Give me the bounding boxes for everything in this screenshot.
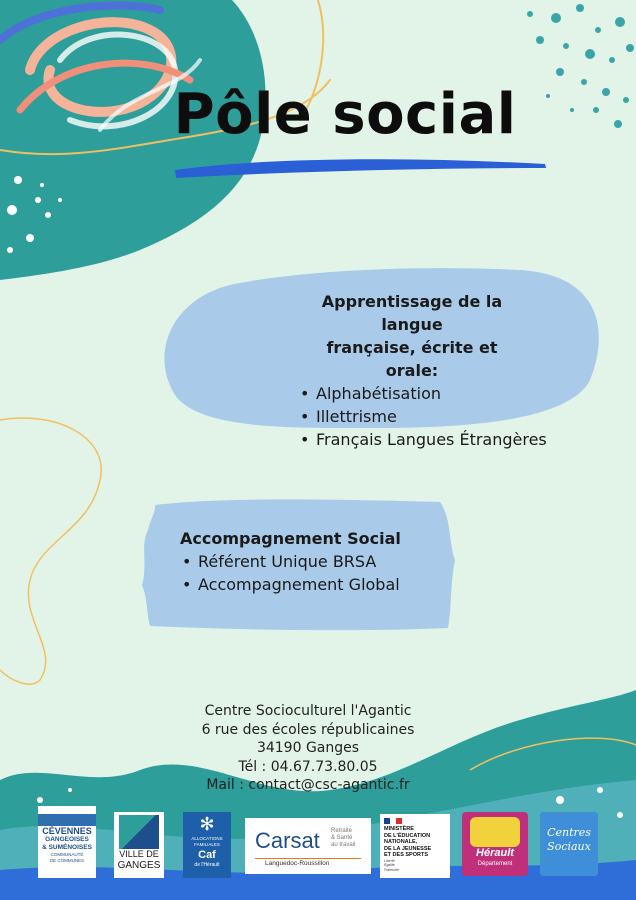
logo-text: Hérault: [476, 847, 514, 859]
logo-text: ALLOCATIONS: [191, 836, 223, 841]
logo-text: de l'Hérault: [194, 862, 220, 868]
logo-text: Centres: [547, 826, 591, 839]
logo-ville-de-ganges: [114, 812, 164, 878]
logo-text: COMMUNAUTÉ: [50, 852, 84, 857]
logo-centres-sociaux: [540, 812, 598, 876]
carsat-divider: [255, 858, 361, 859]
section2-list: [170, 550, 450, 596]
caf-snowflake-icon: ✻: [199, 814, 215, 834]
logo-carsat: [245, 818, 371, 874]
logo-text: GANGES: [117, 860, 161, 871]
section2-heading: Accompagnement Social: [180, 529, 401, 548]
logo-text: DE COMMUNES: [49, 858, 85, 863]
list-item: • Alphabétisation: [316, 382, 618, 405]
list-item: • Français Langues Étrangères: [316, 428, 618, 451]
yellow-curve-left: [0, 418, 101, 684]
contact-street: 6 rue des écoles républicaines: [201, 721, 415, 738]
logo-text: MINISTÈRE: [384, 826, 414, 832]
herault-emblem-icon: [470, 817, 520, 847]
logo-text: GANGEOISES: [45, 836, 89, 843]
logo-text: & SUMÉNOISES: [42, 844, 92, 851]
cevennes-mountain-icon: [38, 806, 96, 826]
logo-text: ET DES SPORTS: [384, 852, 429, 858]
logo-herault: [462, 812, 528, 876]
contact-city: 34190 Ganges: [256, 740, 360, 757]
logo-text: FAMILIALES: [194, 842, 220, 847]
logo-text: Liberté: [384, 858, 395, 863]
page-title: [0, 82, 636, 147]
contact-block: [168, 702, 448, 795]
logo-text: Caf: [198, 849, 216, 861]
logo-text: Département: [477, 861, 513, 867]
logo-text: Carsat: [255, 828, 320, 853]
ganges-emblem-icon: [119, 815, 159, 849]
section1-heading-line1: Apprentissage de la langue: [321, 292, 503, 334]
contact-name: Centre Socioculturel l'Agantic: [204, 703, 412, 719]
logo-text: CÉVENNES: [42, 826, 92, 836]
list-item: • Référent Unique BRSA: [198, 550, 450, 573]
french-flag-icon: [384, 818, 402, 824]
logo-cevennes: [38, 806, 96, 878]
contact-phone[interactable]: Tél : 04.67.73.80.05: [238, 758, 378, 775]
logo-ministere: [380, 814, 450, 878]
section1-list: [298, 382, 618, 451]
logo-text: Sociaux: [547, 840, 591, 853]
logo-text: NATIONALE,: [384, 839, 418, 845]
logo-text: Égalité: [384, 863, 395, 867]
logo-text: DE L'ÉDUCATION: [384, 832, 431, 839]
logo-text: Retraite: [331, 828, 353, 834]
section-language-learning: [298, 290, 618, 451]
list-item: • Accompagnement Global: [198, 573, 450, 596]
section-social-support: [170, 527, 450, 596]
logo-caf: [183, 812, 231, 878]
title-text: Pôle social: [173, 82, 517, 147]
section1-heading-line2: française, écrite et orale:: [326, 338, 498, 380]
contact-mail[interactable]: Mail : contact@csc-agantic.fr: [206, 777, 410, 794]
logo-text: VILLE DE: [119, 849, 159, 859]
section1-heading: [298, 290, 526, 382]
logo-text: DE LA JEUNESSE: [384, 845, 432, 852]
logo-text: & Santé: [331, 835, 353, 841]
list-item: • Illettrisme: [316, 405, 618, 428]
logo-text: Fraternité: [384, 867, 399, 872]
logo-text: Languedoc-Roussillon: [265, 860, 330, 867]
logo-text: au travail: [331, 842, 356, 848]
